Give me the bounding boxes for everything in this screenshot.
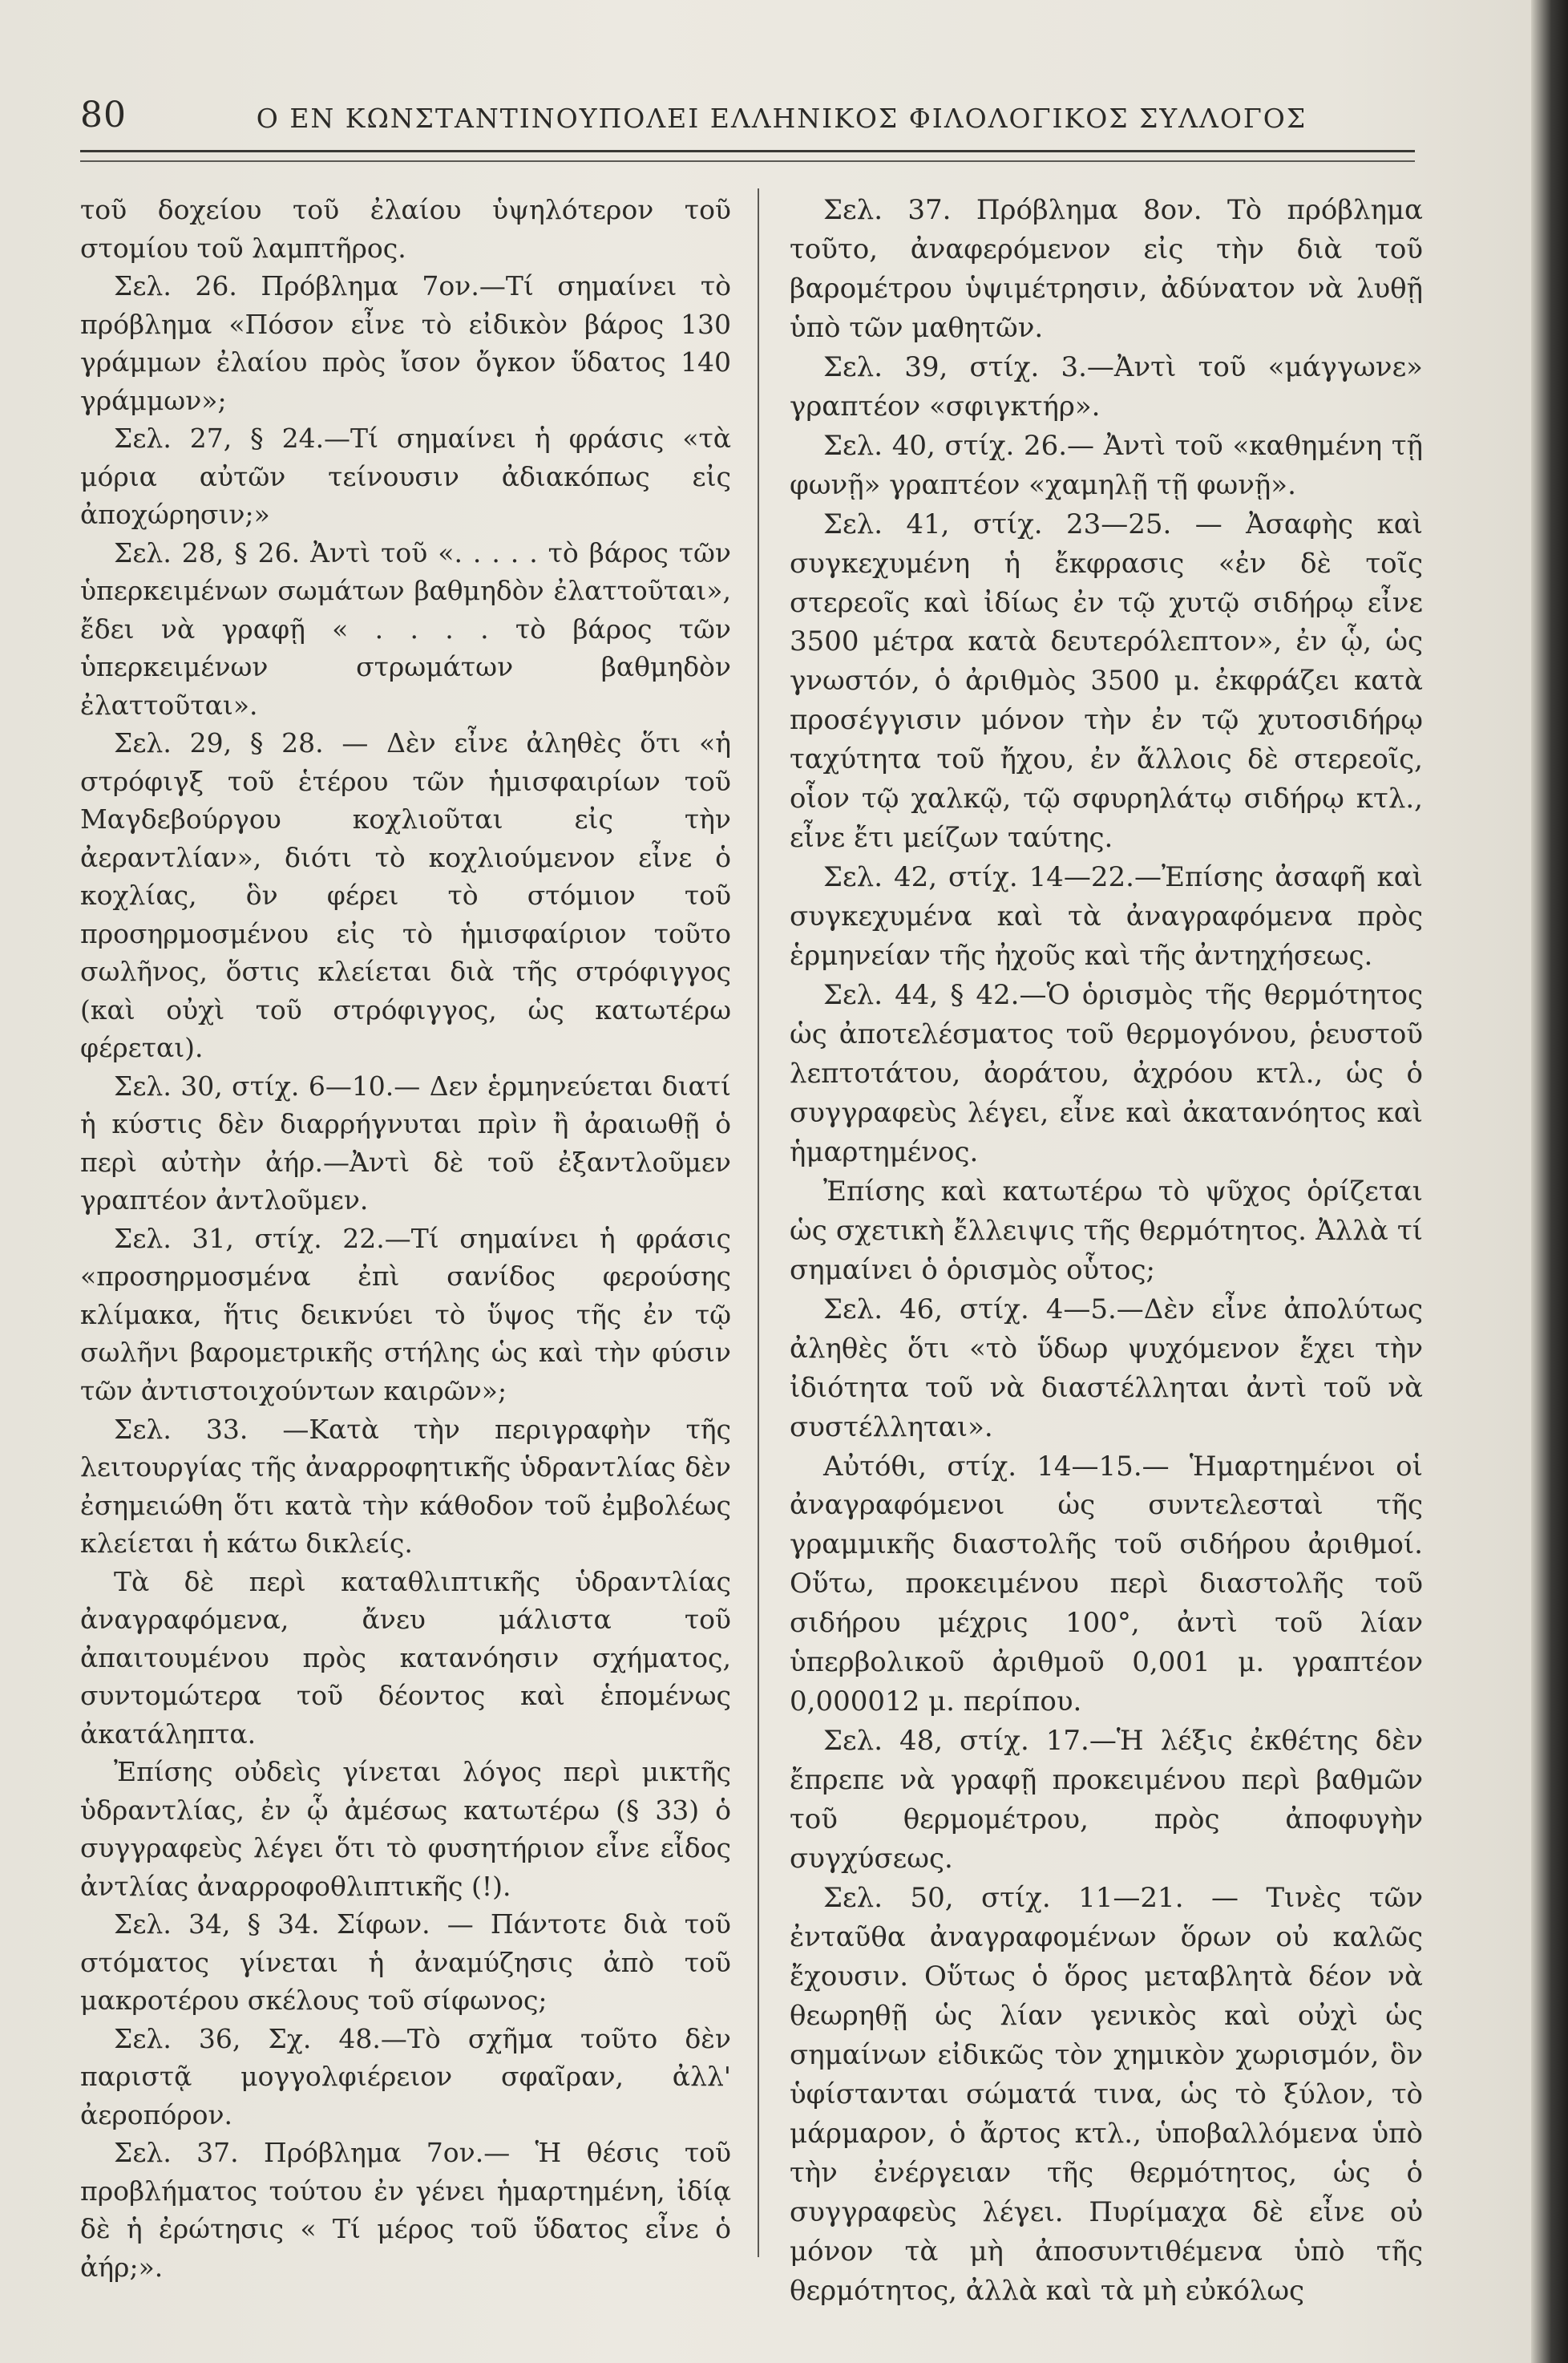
header-rule-thick [80,150,1415,152]
paragraph: Σελ. 40, στίχ. 26.— Ἀντὶ τοῦ «καθημένη τῇ φωνῇ» γραπτέον «χαμηλῇ τῇ φωνῇ». [790,429,1423,501]
left-column [80,191,731,2286]
paragraph: Σελ. 41, στίχ. 23—25. — Ἀσαφὴς καὶ συγκεχυμένη ἡ ἔκφρασις «ἐν δὲ τοῖς στερεοῖς καὶ ἰδίως ἐν τῷ χυτῷ σιδήρῳ εἶνε 3500 μέτρα κατὰ δευτερόλεπτον», ἐν ᾧ, ὡς γνωστόν, ὁ ἀριθμὸς 3500 μ. ἐκφράζει κατὰ προσέγγισιν μόνον τὴν ἐν τῷ χυτοσιδήρῳ ταχύτητα τοῦ ἤχου, ἐν ἄλλοις δὲ στερεοῖς, οἷον τῷ χαλκῷ, τῷ σφυρηλάτῳ σιδήρῳ κτλ., εἶνε ἔτι μείζων ταύτης. [790,508,1423,855]
paragraph: Σελ. 37. Πρόβλημα 7ον.— Ἡ θέσις τοῦ προβλήματος τούτου ἐν γένει ἡμαρτημένη, ἰδίᾳ δὲ ἡ ἐρώτησις « Τί μέρος τοῦ ὕδατος εἶνε ὁ ἀήρ;». [80,2137,731,2283]
paragraph: Σελ. 26. Πρόβλημα 7ον.—Τί σημαίνει τὸ πρόβλημα «Πόσον εἶνε τὸ εἰδικὸν βάρος 130 γράμμων ἐλαίου πρὸς ἴσον ὄγκον ὕδατος 140 γράμμων»; [80,270,731,416]
page-number: 80 [80,95,127,136]
paragraph: Σελ. 30, στίχ. 6—10.— Δεν ἑρμηνεύεται διατί ἡ κύστις δὲν διαρρήγνυται πρὶν ἢ ἀραιωθῇ ὁ περὶ αὐτὴν ἀήρ.—Ἀντὶ δὲ τοῦ ἐξαντλοῦμεν γραπτέον ἀντλοῦμεν. [80,1070,731,1216]
paragraph: Σελ. 29, § 28. — Δὲν εἶνε ἀληθὲς ὅτι «ἡ στρόφιγξ τοῦ ἑτέρου τῶν ἡμισφαιρίων τοῦ Μαγδεβούργου κοχλιοῦται εἰς τὴν ἀεραντλίαν», διότι τὸ κοχλιούμενον εἶνε ὁ κοχλίας, ὃν φέρει τὸ στόμιον τοῦ προσηρμοσμένου εἰς τὸ ἡμισφαίριον τοῦτο σωλῆνος, ὅστις κλείεται διὰ τῆς στρόφιγγος (καὶ οὐχὶ τοῦ στρόφιγγος, ὡς κατωτέρω φέρεται). [80,727,731,1064]
paragraph: Ἐπίσης καὶ κατωτέρω τὸ ψῦχος ὁρίζεται ὡς σχετικὴ ἔλλειψις τῆς θερμότητος. Ἀλλὰ τί σημαίνει ὁ ὁρισμὸς οὗτος; [790,1175,1423,1286]
header-rule-thin [80,160,1415,162]
book-gutter [1531,0,1568,2363]
right-column [790,191,1423,2310]
paragraph: Σελ. 31, στίχ. 22.—Τί σημαίνει ἡ φράσις «προσηρμοσμένα ἐπὶ σανίδος φερούσης κλίμακα, ἥτις δεικνύει τὸ ὕψος τῆς ἐν τῷ σωλῆνι βαρομετρικῆς στήλης ὡς καὶ τὴν φύσιν τῶν ἀντιστοιχούντων καιρῶν»; [80,1222,731,1406]
running-title: Ο ΕΝ ΚΩΝΣΤΑΝΤΙΝΟΥΠΟΛΕΙ ΕΛΛΗΝΙΚΟΣ ΦΙΛΟΛΟΓΙΚΟΣ ΣΥΛΛΟΓΟΣ [256,103,1307,134]
paragraph: Σελ. 50, στίχ. 11—21. — Τινὲς τῶν ἐνταῦθα ἀναγραφομένων ὅρων οὐ καλῶς ἔχουσιν. Οὕτως ὁ ὅρος μεταβλητὰ δέον νὰ θεωρηθῇ ὡς λίαν γενικὸς καὶ οὐχὶ ὡς σημαίνων εἰδικῶς τὸν χημικὸν χωρισμόν, ὃν ὑφίστανται σώματά τινα, ὡς τὸ ξύλον, τὸ μάρμαρον, ὁ ἄρτος κτλ., ὑποβαλλόμενα ὑπὸ τὴν ἐνέργειαν τῆς θερμότητος, ὡς ὁ συγγραφεὺς λέγει. Πυρίμαχα δὲ εἶνε οὐ μόνον τὰ μὴ ἀποσυντιθέμενα ὑπὸ τῆς θερμότητος, ἀλλὰ καὶ τὰ μὴ εὐκόλως [790,1881,1423,2307]
paragraph: Σελ. 44, § 42.—Ὁ ὁρισμὸς τῆς θερμότητος ὡς ἀποτελέσματος τοῦ θερμογόνου, ῥευστοῦ λεπτοτάτου, ἀοράτου, ἀχρόου κτλ., ὡς ὁ συγγραφεὺς λέγει, εἶνε καὶ ἀκατανόητος καὶ ἡμαρτημένος. [790,979,1423,1168]
paragraph: Σελ. 42, στίχ. 14—22.—Ἐπίσης ἀσαφῆ καὶ συγκεχυμένα καὶ τὰ ἀναγραφόμενα πρὸς ἑρμηνείαν τῆς ἠχοῦς καὶ τῆς ἀντηχήσεως. [790,861,1423,973]
paragraph: Σελ. 33. —Κατὰ τὴν περιγραφὴν τῆς λειτουργίας τῆς ἀναρροφητικῆς ὑδραντλίας δὲν ἐσημειώθη ὅτι κατὰ τὴν κάθοδον τοῦ ἐμβολέως κλείεται ἡ κάτω δικλείς. [80,1413,731,1560]
paragraph: Τὰ δὲ περὶ καταθλιπτικῆς ὑδραντλίας ἀναγραφόμενα, ἄνευ μάλιστα τοῦ ἀπαιτουμένου πρὸς κατανόησιν σχήματος, συντομώτερα τοῦ δέοντος καὶ ἑπομένως ἀκατάληπτα. [80,1565,731,1750]
paragraph: Σελ. 37. Πρόβλημα 8ον. Τὸ πρόβλημα τοῦτο, ἀναφερόμενον εἰς τὴν διὰ τοῦ βαρομέτρου ὑψιμέτρησιν, ἀδύνατον νὰ λυθῇ ὑπὸ τῶν μαθητῶν. [790,194,1423,344]
page-header [80,95,1427,143]
paragraph: Σελ. 34, § 34. Σίφων. — Πάντοτε διὰ τοῦ στόματος γίνεται ἡ ἀναμύζησις ἀπὸ τοῦ μακροτέρου σκέλους τοῦ σίφωνος; [80,1908,731,2017]
paragraph: Σελ. 36, Σχ. 48.—Τὸ σχῆμα τοῦτο δὲν παριστᾷ μογγολφιέρειον σφαῖραν, ἀλλ' ἀεροπόρον. [80,2022,731,2130]
paragraph: Αὐτόθι, στίχ. 14—15.— Ἡμαρτημένοι οἱ ἀναγραφόμενοι ὡς συντελεσταὶ τῆς γραμμικῆς διαστολῆς τοῦ σιδήρου ἀριθμοί. Οὕτω, προκειμένου περὶ διαστολῆς τοῦ σιδήρου μέχρις 100°, ἀντὶ τοῦ λίαν ὑπερβολικοῦ ἀριθμοῦ 0,001 μ. γραπτέον 0,000012 μ. περίπου. [790,1450,1423,1718]
paragraph: τοῦ δοχείου τοῦ ἐλαίου ὑψηλότερον τοῦ στομίου τοῦ λαμπτῆρος. [80,194,731,264]
paragraph: Σελ. 39, στίχ. 3.—Ἀντὶ τοῦ «μάγγωνε» γραπτέον «σφιγκτήρ». [790,350,1423,423]
paragraph: Σελ. 27, § 24.—Τί σημαίνει ἡ φράσις «τὰ μόρια αὐτῶν τείνουσιν ἀδιακόπως εἰς ἀποχώρησιν;» [80,423,731,531]
paragraph: Σελ. 48, στίχ. 17.—Ἡ λέξις ἐκθέτης δὲν ἔπρεπε νὰ γραφῇ προκειμένου περὶ βαθμῶν τοῦ θερμομέτρου, πρὸς ἀποφυγὴν συγχύσεως. [790,1725,1423,1875]
paragraph: Σελ. 46, στίχ. 4—5.—Δὲν εἶνε ἀπολύτως ἀληθὲς ὅτι «τὸ ὕδωρ ψυχόμενον ἔχει τὴν ἰδιότητα τοῦ νὰ διαστέλληται ἀντὶ τοῦ νὰ συστέλληται». [790,1293,1423,1443]
paragraph: Σελ. 28, § 26. Ἀντὶ τοῦ «. . . . . τὸ βάρος τῶν ὑπερκειμένων σωμάτων βαθμηδὸν ἐλαττοῦται», ἔδει νὰ γραφῇ « . . . . τὸ βάρος τῶν ὑπερκειμένων στρωμάτων βαθμηδὸν ἐλαττοῦται». [80,536,731,721]
paragraph: Ἐπίσης οὐδεὶς γίνεται λόγος περὶ μικτῆς ὑδραντλίας, ἐν ᾧ ἀμέσως κατωτέρω (§ 33) ὁ συγγραφεὺς λέγει ὅτι τὸ φυσητήριον εἶνε εἶδος ἀντλίας ἀναρροφοθλιπτικῆς (!). [80,1756,731,1902]
column-divider [758,188,759,2257]
